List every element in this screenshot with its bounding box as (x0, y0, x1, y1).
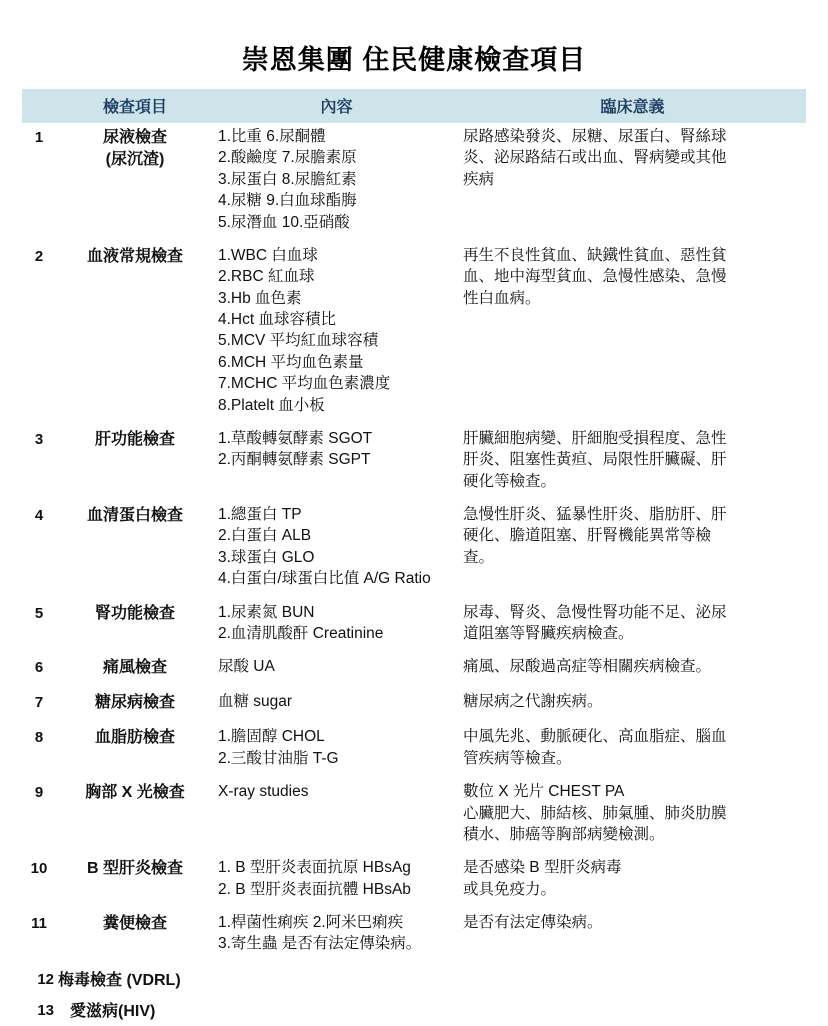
row-item (56, 909, 214, 958)
row-content-line: 6.MCH 平均血色素量 (218, 353, 364, 371)
row-item (56, 123, 214, 236)
row-content (214, 778, 459, 848)
row-number: 4 (34, 507, 44, 524)
row-meaning-line: 肝炎、阻塞性黃疸、局限性肝臟礙、肝 (463, 451, 727, 469)
row-content-line: 2.RBC 紅血球 (218, 268, 315, 286)
row-meaning (459, 501, 806, 593)
row-item (56, 242, 214, 419)
row-meaning-line: 或具免疫力。 (463, 880, 557, 898)
row-item-line: 血脂肪檢查 (94, 729, 175, 747)
row-meaning-line: 糖尿病之代謝疾病。 (463, 693, 603, 711)
row-content-line: 1.總蛋白 TP (218, 506, 302, 523)
row-content (214, 123, 459, 236)
row-number: 7 (34, 694, 44, 712)
row-item-line: (尿沉渣) (105, 151, 165, 169)
row-item-line: 痛風檢查 (102, 659, 167, 677)
row-item (56, 501, 214, 593)
row-item (56, 688, 214, 717)
row-content-line: X-ray studies (218, 783, 309, 801)
table-row (22, 425, 806, 495)
row-meaning-line: 積水、肺癌等胸部病變檢測。 (463, 825, 665, 843)
table-row (22, 599, 806, 648)
row-number: 13 (37, 1001, 54, 1019)
row-meaning-line: 數位 X 光片 CHEST PA (463, 783, 625, 801)
row-meaning-line: 肝臟細胞病變、肝細胞受損程度、急性 (463, 429, 727, 447)
row-content-line: 血糖 sugar (218, 693, 293, 711)
row-content-line: 5.尿潛血 10.亞硝酸 (218, 213, 350, 231)
row-content-line: 1.桿菌性痢疾 2.阿米巴痢疾 (218, 914, 404, 932)
row-item (56, 723, 214, 772)
row-number: 6 (34, 659, 44, 677)
table-row (22, 854, 806, 903)
row-item-line: 腎功能檢查 (94, 604, 175, 622)
row-number: 5 (34, 604, 44, 622)
row-meaning (459, 854, 806, 903)
row-meaning (459, 425, 806, 495)
row-content (214, 242, 459, 419)
row-meaning (459, 688, 806, 717)
row-meaning-line: 痛風、尿酸過高症等相關疾病檢查。 (463, 658, 712, 676)
row-item-line: 尿液檢查 (102, 129, 167, 146)
row-item-line: 肝功能檢查 (94, 430, 175, 448)
row-meaning (459, 723, 806, 772)
row-meaning-line: 急慢性肝炎、猛暴性肝炎、脂肪肝、肝 (463, 506, 727, 523)
table-body (22, 123, 806, 1026)
row-content (214, 909, 459, 958)
table-header (22, 89, 806, 123)
row-number: 12 (37, 970, 54, 988)
row-number: 2 (34, 247, 44, 265)
row-content (214, 599, 459, 648)
table-row (22, 242, 806, 419)
row-content-line: 1. B 型肝炎表面抗原 HBsAg (218, 859, 411, 877)
row-number: 1 (34, 129, 44, 146)
row-meaning-line: 血、地中海型貧血、急慢性感染、急慢 (463, 268, 727, 286)
row-meaning (459, 653, 806, 682)
table-row (22, 688, 806, 717)
row-number: 11 (31, 915, 47, 933)
row-content-line: 5.MCV 平均紅血球容積 (218, 332, 379, 350)
row-content-line: 3.球蛋白 GLO (218, 548, 315, 566)
row-content-line: 3.Hb 血色素 (218, 289, 302, 307)
row-meaning-line: 管疾病等檢查。 (463, 749, 572, 767)
page-title: 崇恩集團 住民健康檢查項目 (241, 45, 587, 75)
row-meaning (459, 242, 806, 419)
table-row (22, 653, 806, 682)
row-item-line: 血清蛋白檢查 (86, 507, 183, 524)
row-content (214, 653, 459, 682)
row-content-line: 尿酸 UA (218, 658, 275, 676)
row-content-line: 2.三酸甘油脂 T-G (218, 749, 339, 767)
row-content-line: 2.白蛋白 ALB (218, 527, 312, 545)
health-check-table (22, 89, 806, 1026)
row-item (56, 425, 214, 495)
row-content-line: 4.白蛋白/球蛋白比值 A/G Ratio (218, 570, 431, 588)
row-content-line: 2.酸鹼度 7.尿膽素原 (218, 149, 357, 167)
table-row (22, 778, 806, 848)
row-content (214, 854, 459, 903)
row-item-line: B 型肝炎檢查 (86, 860, 183, 878)
table-row (22, 995, 806, 1026)
row-item (56, 599, 214, 648)
row-content (214, 501, 459, 593)
row-meaning (459, 599, 806, 648)
column-header-item: 檢查項目 (56, 89, 214, 123)
row-content-line: 4.尿糖 9.白血球酯脢 (218, 192, 357, 210)
row-content-line: 2.丙酮轉氨酵素 SGPT (218, 451, 371, 469)
row-content-line: 2. B 型肝炎表面抗體 HBsAb (218, 880, 411, 898)
row-number: 10 (30, 860, 48, 878)
row-content-line: 1.比重 6.尿酮體 (218, 128, 326, 145)
row-meaning (459, 909, 806, 958)
row-number: 3 (34, 430, 44, 448)
row-item (56, 653, 214, 682)
row-meaning-line: 中風先兆、動脈硬化、高血脂症、腦血 (463, 728, 727, 746)
row-meaning-line: 硬化等檢查。 (463, 472, 557, 490)
row-meaning-line: 道阻塞等腎臟疾病檢查。 (463, 624, 634, 642)
row-item (56, 854, 214, 903)
row-number: 9 (34, 784, 44, 802)
row-content-line: 1.尿素氮 BUN (218, 603, 315, 621)
row-content-line: 1.膽固醇 CHOL (218, 728, 325, 746)
row-meaning-line: 是否感染 B 型肝炎病毒 (463, 859, 622, 877)
row-meaning-line: 心臟肥大、肺結核、肺氣腫、肺炎肋膜 (463, 804, 727, 822)
row-meaning-line: 再生不良性貧血、缺鐵性貧血、惡性貧 (463, 246, 727, 264)
row-item: 愛滋病(HIV) (70, 1002, 156, 1020)
column-header-number (22, 89, 56, 123)
table-row (22, 501, 806, 593)
row-content-line: 4.Hct 血球容積比 (218, 311, 336, 328)
table-row (22, 723, 806, 772)
row-meaning-line: 尿毒、腎炎、急慢性腎功能不足、泌尿 (463, 603, 727, 621)
table-header-row (22, 89, 806, 123)
row-meaning-line: 硬化、膽道阻塞、肝腎機能異常等檢 (463, 527, 712, 545)
row-meaning (459, 778, 806, 848)
table-row (22, 123, 806, 236)
row-content (214, 425, 459, 495)
row-item-line: 糞便檢查 (102, 915, 167, 933)
row-content (214, 688, 459, 717)
row-meaning-line: 疾病 (463, 170, 495, 188)
row-meaning-line: 性白血病。 (463, 289, 541, 307)
row-content-line: 7.MCHC 平均血色素濃度 (218, 375, 391, 393)
row-meaning (459, 123, 806, 236)
row-content-line: 8.Platelt 血小板 (218, 396, 325, 414)
row-item-line: 血液常規檢查 (86, 247, 183, 265)
row-number: 8 (34, 729, 44, 747)
row-meaning-line: 是否有法定傳染病。 (463, 914, 603, 932)
row-content-line: 3.寄生蟲 是否有法定傳染病。 (218, 935, 422, 953)
row-meaning-line: 炎、泌尿路結石或出血、腎病變或其他 (463, 149, 727, 167)
row-item (56, 778, 214, 848)
row-content (214, 723, 459, 772)
row-content-line: 1.WBC 白血球 (218, 246, 318, 264)
row-content-line: 2.血清肌酸酐 Creatinine (218, 624, 384, 642)
column-header-meaning: 臨床意義 (459, 89, 806, 123)
row-meaning-line: 尿路感染發炎、尿糖、尿蛋白、腎絲球 (463, 128, 727, 145)
row-content-line: 3.尿蛋白 8.尿膽紅素 (218, 170, 357, 188)
table-row (22, 909, 806, 958)
row-item: 梅毒檢查 (VDRL) (58, 971, 181, 989)
row-content-line: 1.草酸轉氨酵素 SGOT (218, 429, 373, 447)
column-header-content: 內容 (214, 89, 459, 123)
table-row (22, 964, 806, 995)
row-item-line: 糖尿病檢查 (94, 694, 175, 712)
row-item-line: 胸部 X 光檢查 (85, 784, 185, 802)
row-meaning-line: 查。 (463, 548, 495, 566)
